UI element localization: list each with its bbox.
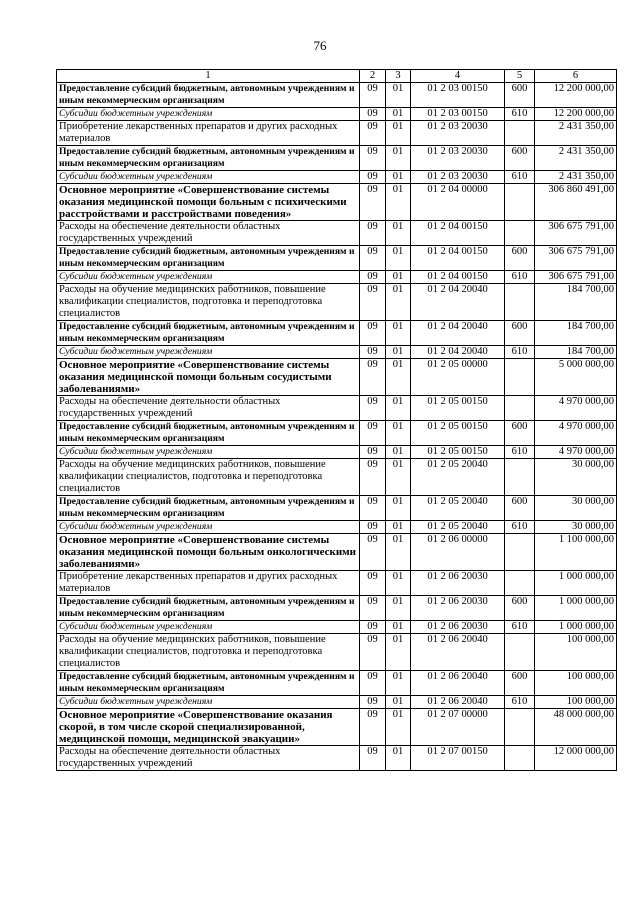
expense-type-code: 600 (505, 596, 535, 621)
column-header-3: 3 (386, 70, 411, 83)
table-row (57, 534, 617, 571)
table-row (57, 321, 617, 346)
subsection-code: 01 (386, 446, 411, 459)
subsection-code: 01 (386, 146, 411, 171)
expense-type-code: 610 (505, 621, 535, 634)
target-article-code: 01 2 04 20040 (411, 346, 505, 359)
table-row (57, 108, 617, 121)
target-article-code: 01 2 06 00000 (411, 534, 505, 571)
subsection-code: 01 (386, 521, 411, 534)
target-article-code: 01 2 04 00000 (411, 184, 505, 221)
page-number: 76 (313, 38, 327, 53)
expenditure-name: Приобретение лекарственных препаратов и других расходных материалов (57, 121, 360, 146)
amount: 1 100 000,00 (535, 534, 617, 571)
subsection-code: 01 (386, 746, 411, 771)
subsection-code: 01 (386, 696, 411, 709)
target-article-code: 01 2 03 20030 (411, 121, 505, 146)
expense-type-code: 610 (505, 171, 535, 184)
table-row (57, 421, 617, 446)
amount: 12 200 000,00 (535, 83, 617, 108)
expenditure-name: Расходы на обеспечение деятельности областных государственных учреждений (57, 746, 360, 771)
subsection-code: 01 (386, 184, 411, 221)
expenditure-name: Расходы на обеспечение деятельности областных государственных учреждений (57, 396, 360, 421)
table-row (57, 621, 617, 634)
expense-type-code: 600 (505, 146, 535, 171)
section-code: 09 (360, 346, 386, 359)
expenditure-name: Приобретение лекарственных препаратов и других расходных материалов (57, 571, 360, 596)
table-row (57, 459, 617, 496)
target-article-code: 01 2 07 00000 (411, 709, 505, 746)
table-row (57, 221, 617, 246)
section-code: 09 (360, 171, 386, 184)
table-row (57, 146, 617, 171)
target-article-code: 01 2 04 00150 (411, 271, 505, 284)
section-code: 09 (360, 359, 386, 396)
header-row (57, 70, 617, 83)
expenditure-name: Субсидии бюджетным учреждениям (57, 521, 360, 534)
section-code: 09 (360, 746, 386, 771)
target-article-code: 01 2 05 20040 (411, 459, 505, 496)
expenditure-name: Предоставление субсидий бюджетным, автономным учреждениям и иным некоммерческим организациям (57, 321, 360, 346)
table-row (57, 83, 617, 108)
subsection-code: 01 (386, 396, 411, 421)
expenditure-name: Предоставление субсидий бюджетным, автономным учреждениям и иным некоммерческим организациям (57, 671, 360, 696)
section-code: 09 (360, 108, 386, 121)
subsection-code: 01 (386, 121, 411, 146)
table-row (57, 184, 617, 221)
section-code: 09 (360, 284, 386, 321)
target-article-code: 01 2 06 20040 (411, 634, 505, 671)
expenditure-name: Основное мероприятие «Совершенствование системы оказания медицинской помощи больным онкологическими заболеваниями» (57, 534, 360, 571)
expenditure-name: Основное мероприятие «Совершенствование системы оказания медицинской помощи больным сосудистыми заболеваниями» (57, 359, 360, 396)
section-code: 09 (360, 146, 386, 171)
section-code: 09 (360, 83, 386, 108)
amount: 306 860 491,00 (535, 184, 617, 221)
expenditure-name: Предоставление субсидий бюджетным, автономным учреждениям и иным некоммерческим организациям (57, 246, 360, 271)
target-article-code: 01 2 04 00150 (411, 221, 505, 246)
section-code: 09 (360, 271, 386, 284)
section-code: 09 (360, 221, 386, 246)
table-row (57, 571, 617, 596)
amount: 2 431 350,00 (535, 171, 617, 184)
amount: 4 970 000,00 (535, 446, 617, 459)
expenditure-name: Основное мероприятие «Совершенствование системы оказания медицинской помощи больным с психическими расстройствами и расстройствами поведения» (57, 184, 360, 221)
amount: 184 700,00 (535, 321, 617, 346)
expense-type-code: 600 (505, 83, 535, 108)
section-code: 09 (360, 459, 386, 496)
section-code: 09 (360, 396, 386, 421)
expenditure-name: Субсидии бюджетным учреждениям (57, 271, 360, 284)
expenditure-name: Предоставление субсидий бюджетным, автономным учреждениям и иным некоммерческим организациям (57, 146, 360, 171)
section-code: 09 (360, 571, 386, 596)
amount: 100 000,00 (535, 696, 617, 709)
target-article-code: 01 2 06 20030 (411, 571, 505, 596)
expense-type-code (505, 184, 535, 221)
expense-type-code (505, 634, 535, 671)
expenditure-name: Расходы на обучение медицинских работников, повышение квалификации специалистов, подготовка и переподготовка специалистов (57, 634, 360, 671)
section-code: 09 (360, 321, 386, 346)
amount: 5 000 000,00 (535, 359, 617, 396)
amount: 306 675 791,00 (535, 221, 617, 246)
amount: 12 200 000,00 (535, 108, 617, 121)
expense-type-code: 600 (505, 321, 535, 346)
table-row (57, 246, 617, 271)
section-code: 09 (360, 634, 386, 671)
section-code: 09 (360, 421, 386, 446)
subsection-code: 01 (386, 271, 411, 284)
table-row (57, 121, 617, 146)
expenditure-name: Субсидии бюджетным учреждениям (57, 108, 360, 121)
expense-type-code: 600 (505, 421, 535, 446)
section-code: 09 (360, 671, 386, 696)
section-code: 09 (360, 709, 386, 746)
target-article-code: 01 2 06 20040 (411, 696, 505, 709)
subsection-code: 01 (386, 496, 411, 521)
target-article-code: 01 2 04 20040 (411, 284, 505, 321)
expenditure-name: Предоставление субсидий бюджетным, автономным учреждениям и иным некоммерческим организациям (57, 596, 360, 621)
amount: 1 000 000,00 (535, 596, 617, 621)
table-row (57, 696, 617, 709)
table-row (57, 271, 617, 284)
table-body (57, 83, 617, 771)
amount: 12 000 000,00 (535, 746, 617, 771)
expenditure-name: Предоставление субсидий бюджетным, автономным учреждениям и иным некоммерческим организациям (57, 496, 360, 521)
subsection-code: 01 (386, 221, 411, 246)
expense-type-code: 610 (505, 108, 535, 121)
column-header-5: 5 (505, 70, 535, 83)
section-code: 09 (360, 696, 386, 709)
table-row (57, 284, 617, 321)
amount: 1 000 000,00 (535, 571, 617, 596)
section-code: 09 (360, 496, 386, 521)
subsection-code: 01 (386, 634, 411, 671)
expenditure-name: Субсидии бюджетным учреждениям (57, 621, 360, 634)
target-article-code: 01 2 05 00000 (411, 359, 505, 396)
expense-type-code: 600 (505, 496, 535, 521)
expenditure-name: Расходы на обучение медицинских работников, повышение квалификации специалистов, подготовка и переподготовка специалистов (57, 459, 360, 496)
expenditure-name: Расходы на обучение медицинских работников, повышение квалификации специалистов, подготовка и переподготовка специалистов (57, 284, 360, 321)
subsection-code: 01 (386, 421, 411, 446)
section-code: 09 (360, 246, 386, 271)
target-article-code: 01 2 07 00150 (411, 746, 505, 771)
subsection-code: 01 (386, 621, 411, 634)
table-row (57, 496, 617, 521)
expense-type-code (505, 396, 535, 421)
subsection-code: 01 (386, 571, 411, 596)
section-code: 09 (360, 596, 386, 621)
expense-type-code (505, 746, 535, 771)
target-article-code: 01 2 05 00150 (411, 396, 505, 421)
expense-type-code: 610 (505, 696, 535, 709)
subsection-code: 01 (386, 108, 411, 121)
table-row (57, 671, 617, 696)
table-row (57, 521, 617, 534)
expenditure-name: Предоставление субсидий бюджетным, автономным учреждениям и иным некоммерческим организациям (57, 83, 360, 108)
amount: 100 000,00 (535, 671, 617, 696)
expense-type-code (505, 571, 535, 596)
table-row (57, 346, 617, 359)
table-row (57, 446, 617, 459)
table-header (57, 70, 617, 83)
expense-type-code: 610 (505, 271, 535, 284)
expenditure-name: Субсидии бюджетным учреждениям (57, 446, 360, 459)
expenditure-name: Субсидии бюджетным учреждениям (57, 696, 360, 709)
target-article-code: 01 2 06 20040 (411, 671, 505, 696)
section-code: 09 (360, 184, 386, 221)
column-header-2: 2 (360, 70, 386, 83)
subsection-code: 01 (386, 671, 411, 696)
expenditure-name: Расходы на обеспечение деятельности областных государственных учреждений (57, 221, 360, 246)
amount: 2 431 350,00 (535, 146, 617, 171)
target-article-code: 01 2 03 00150 (411, 108, 505, 121)
expense-type-code: 600 (505, 671, 535, 696)
column-header-6: 6 (535, 70, 617, 83)
section-code: 09 (360, 446, 386, 459)
target-article-code: 01 2 06 20030 (411, 621, 505, 634)
expense-type-code (505, 121, 535, 146)
table-row (57, 634, 617, 671)
amount: 1 000 000,00 (535, 621, 617, 634)
expense-type-code (505, 709, 535, 746)
table-row (57, 171, 617, 184)
column-header-1: 1 (57, 70, 360, 83)
target-article-code: 01 2 05 20040 (411, 496, 505, 521)
expenditure-name: Предоставление субсидий бюджетным, автономным учреждениям и иным некоммерческим организациям (57, 421, 360, 446)
amount: 306 675 791,00 (535, 271, 617, 284)
target-article-code: 01 2 05 00150 (411, 421, 505, 446)
amount: 30 000,00 (535, 459, 617, 496)
amount: 30 000,00 (535, 496, 617, 521)
subsection-code: 01 (386, 246, 411, 271)
target-article-code: 01 2 03 20030 (411, 171, 505, 184)
section-code: 09 (360, 521, 386, 534)
table-row (57, 746, 617, 771)
expense-type-code (505, 221, 535, 246)
amount: 184 700,00 (535, 346, 617, 359)
amount: 306 675 791,00 (535, 246, 617, 271)
expense-type-code: 610 (505, 521, 535, 534)
amount: 4 970 000,00 (535, 421, 617, 446)
column-header-4: 4 (411, 70, 505, 83)
expense-type-code (505, 459, 535, 496)
section-code: 09 (360, 121, 386, 146)
amount: 48 000 000,00 (535, 709, 617, 746)
expense-type-code (505, 284, 535, 321)
expenditure-name: Субсидии бюджетным учреждениям (57, 171, 360, 184)
target-article-code: 01 2 04 20040 (411, 321, 505, 346)
amount: 184 700,00 (535, 284, 617, 321)
subsection-code: 01 (386, 346, 411, 359)
subsection-code: 01 (386, 171, 411, 184)
expense-type-code (505, 359, 535, 396)
subsection-code: 01 (386, 534, 411, 571)
section-code: 09 (360, 534, 386, 571)
subsection-code: 01 (386, 709, 411, 746)
table-row (57, 709, 617, 746)
target-article-code: 01 2 05 20040 (411, 521, 505, 534)
target-article-code: 01 2 03 00150 (411, 83, 505, 108)
amount: 100 000,00 (535, 634, 617, 671)
target-article-code: 01 2 03 20030 (411, 146, 505, 171)
subsection-code: 01 (386, 83, 411, 108)
amount: 30 000,00 (535, 521, 617, 534)
subsection-code: 01 (386, 321, 411, 346)
table-row (57, 359, 617, 396)
table-row (57, 596, 617, 621)
target-article-code: 01 2 05 00150 (411, 446, 505, 459)
amount: 2 431 350,00 (535, 121, 617, 146)
target-article-code: 01 2 06 20030 (411, 596, 505, 621)
subsection-code: 01 (386, 459, 411, 496)
subsection-code: 01 (386, 284, 411, 321)
subsection-code: 01 (386, 359, 411, 396)
budget-table (56, 69, 617, 771)
target-article-code: 01 2 04 00150 (411, 246, 505, 271)
expenditure-name: Субсидии бюджетным учреждениям (57, 346, 360, 359)
subsection-code: 01 (386, 596, 411, 621)
expenditure-name: Основное мероприятие «Совершенствование оказания скорой, в том числе скорой специализированной, медицинской помощи, медицинской эвакуации» (57, 709, 360, 746)
section-code: 09 (360, 621, 386, 634)
amount: 4 970 000,00 (535, 396, 617, 421)
expense-type-code (505, 534, 535, 571)
expense-type-code: 610 (505, 346, 535, 359)
table-row (57, 396, 617, 421)
expense-type-code: 610 (505, 446, 535, 459)
expense-type-code: 600 (505, 246, 535, 271)
